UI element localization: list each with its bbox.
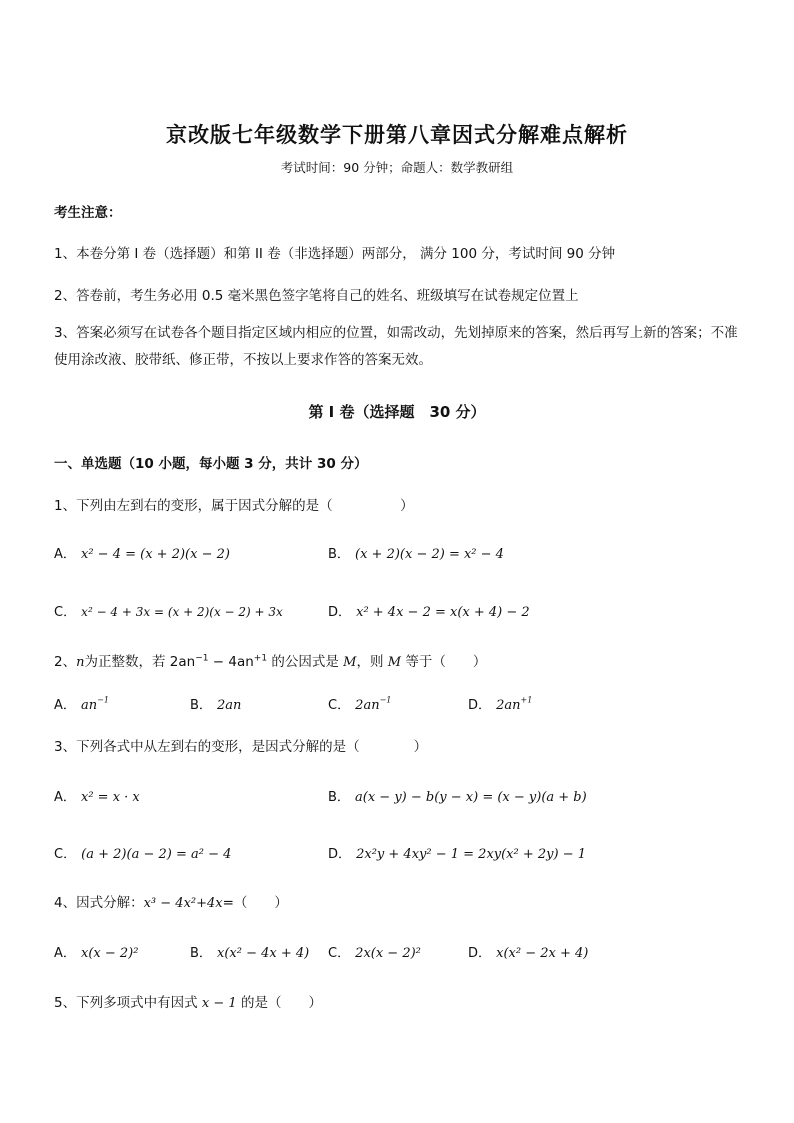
stem-text: 的是（ ） bbox=[236, 995, 322, 1011]
stem-expression: x − 1 bbox=[201, 996, 237, 1011]
option-exponent: +1 bbox=[520, 695, 533, 705]
option-label: B． bbox=[190, 946, 212, 961]
option-label: C． bbox=[328, 946, 351, 961]
option-label: A． bbox=[54, 547, 76, 562]
question-1-option-c[interactable] bbox=[54, 601, 283, 620]
option-expression: x(x² − 2x + 4) bbox=[496, 946, 589, 961]
question-2-option-d[interactable] bbox=[468, 694, 532, 713]
question-2-stem bbox=[54, 650, 486, 670]
question-4-option-d[interactable] bbox=[468, 942, 588, 961]
question-5-stem bbox=[54, 991, 322, 1011]
option-exponent: −1 bbox=[379, 695, 392, 705]
option-expression: 2x²y + 4xy² − 1 = 2xy(x² + 2y) − 1 bbox=[356, 847, 587, 862]
question-3-stem: 3、下列各式中从左到右的变形，是因式分解的是（ ） bbox=[54, 739, 428, 755]
option-exponent: −1 bbox=[97, 695, 109, 705]
stem-text: − 4an bbox=[208, 654, 254, 670]
option-label: D． bbox=[328, 605, 352, 620]
question-3-option-c[interactable] bbox=[54, 843, 231, 862]
section-title: 第 I 卷（选择题 30 分） bbox=[308, 403, 486, 421]
option-expression: x² − 4 + 3x = (x + 2)(x − 2) + 3x bbox=[81, 605, 283, 619]
stem-variable: n bbox=[76, 655, 85, 670]
option-label: D． bbox=[328, 847, 352, 862]
option-expression: a(x − y) − b(y − x) = (x − y)(a + b) bbox=[355, 790, 587, 805]
question-3-option-d[interactable] bbox=[328, 843, 586, 862]
option-expression: 2an bbox=[496, 698, 521, 713]
option-label: A． bbox=[54, 946, 76, 961]
question-2-option-c[interactable] bbox=[328, 694, 391, 713]
stem-text: 2、 bbox=[54, 654, 77, 670]
option-label: B． bbox=[190, 698, 212, 713]
exam-title: 京改版七年级数学下册第八章因式分解难点解析 bbox=[166, 122, 628, 147]
option-label: C． bbox=[54, 605, 77, 620]
notice-item-2: 2、答卷前，考生务必用 0.5 毫米黑色签字笔将自己的姓名、班级填写在试卷规定位置上 bbox=[54, 288, 579, 304]
stem-variable: M bbox=[387, 655, 402, 670]
stem-expression: x³ − 4x²+4x bbox=[143, 896, 223, 911]
option-expression: 2an bbox=[355, 698, 380, 713]
option-expression: 2x(x − 2)² bbox=[355, 946, 421, 961]
part-heading: 一、单选题（10 小题，每小题 3 分，共计 30 分） bbox=[54, 456, 368, 472]
notice-heading: 考生注意： bbox=[54, 205, 122, 221]
question-4-option-c[interactable] bbox=[328, 942, 421, 961]
option-label: D． bbox=[468, 946, 492, 961]
stem-text: 等于（ ） bbox=[401, 654, 487, 670]
question-1-option-b[interactable] bbox=[328, 543, 504, 562]
option-expression: an bbox=[81, 698, 98, 713]
option-label: A． bbox=[54, 698, 76, 713]
question-3-option-b[interactable] bbox=[328, 786, 587, 805]
question-3-option-a[interactable] bbox=[54, 786, 140, 805]
notice-item-3: 3、答案必须写在试卷各个题目指定区域内相应的位置，如需改动，先划掉原来的答案，然后再写上新的答案；不准使用涂改液、胶带纸、修正带，不按以上要求作答的答案无效。 bbox=[54, 325, 738, 368]
option-label: C． bbox=[54, 847, 77, 862]
option-expression: x(x − 2)² bbox=[81, 946, 139, 961]
stem-exponent: −1 bbox=[195, 653, 209, 664]
question-1-option-d[interactable] bbox=[328, 601, 530, 620]
question-4-option-a[interactable] bbox=[54, 942, 138, 961]
option-expression: (a + 2)(a − 2) = a² − 4 bbox=[81, 847, 232, 862]
option-label: A． bbox=[54, 790, 76, 805]
option-label: B． bbox=[328, 790, 350, 805]
stem-text: 为正整数，若 2an bbox=[84, 654, 196, 670]
stem-text: ，则 bbox=[356, 654, 388, 670]
option-label: B． bbox=[328, 547, 350, 562]
stem-variable: M bbox=[343, 655, 357, 670]
question-1-stem: 1、下列由左到右的变形，属于因式分解的是（ ） bbox=[54, 498, 414, 514]
option-expression: x(x² − 4x + 4) bbox=[217, 946, 310, 961]
stem-text: 4、因式分解： bbox=[54, 895, 144, 911]
stem-text: 的公因式是 bbox=[267, 654, 344, 670]
question-2-option-b[interactable] bbox=[190, 694, 241, 713]
option-expression: x² + 4x − 2 = x(x + 4) − 2 bbox=[356, 605, 530, 620]
question-2-option-a[interactable] bbox=[54, 694, 109, 713]
option-expression: x² − 4 = (x + 2)(x − 2) bbox=[81, 547, 230, 562]
stem-exponent: +1 bbox=[253, 653, 268, 664]
option-expression: 2an bbox=[217, 698, 242, 713]
question-4-stem bbox=[54, 891, 288, 911]
stem-text: 5、下列多项式中有因式 bbox=[54, 995, 202, 1011]
notice-item-1: 1、本卷分第 I 卷（选择题）和第 II 卷（非选择题）两部分， 满分 100 分，考试时间 90 分钟 bbox=[54, 246, 616, 262]
stem-text: =（ ） bbox=[222, 895, 288, 911]
option-label: C． bbox=[328, 698, 351, 713]
exam-subtitle: 考试时间：90 分钟；命题人：数学教研组 bbox=[280, 160, 514, 175]
question-1-option-a[interactable] bbox=[54, 543, 230, 562]
question-4-option-b[interactable] bbox=[190, 942, 309, 961]
option-label: D． bbox=[468, 698, 492, 713]
option-expression: (x + 2)(x − 2) = x² − 4 bbox=[355, 547, 504, 562]
option-expression: x² = x · x bbox=[81, 790, 140, 805]
